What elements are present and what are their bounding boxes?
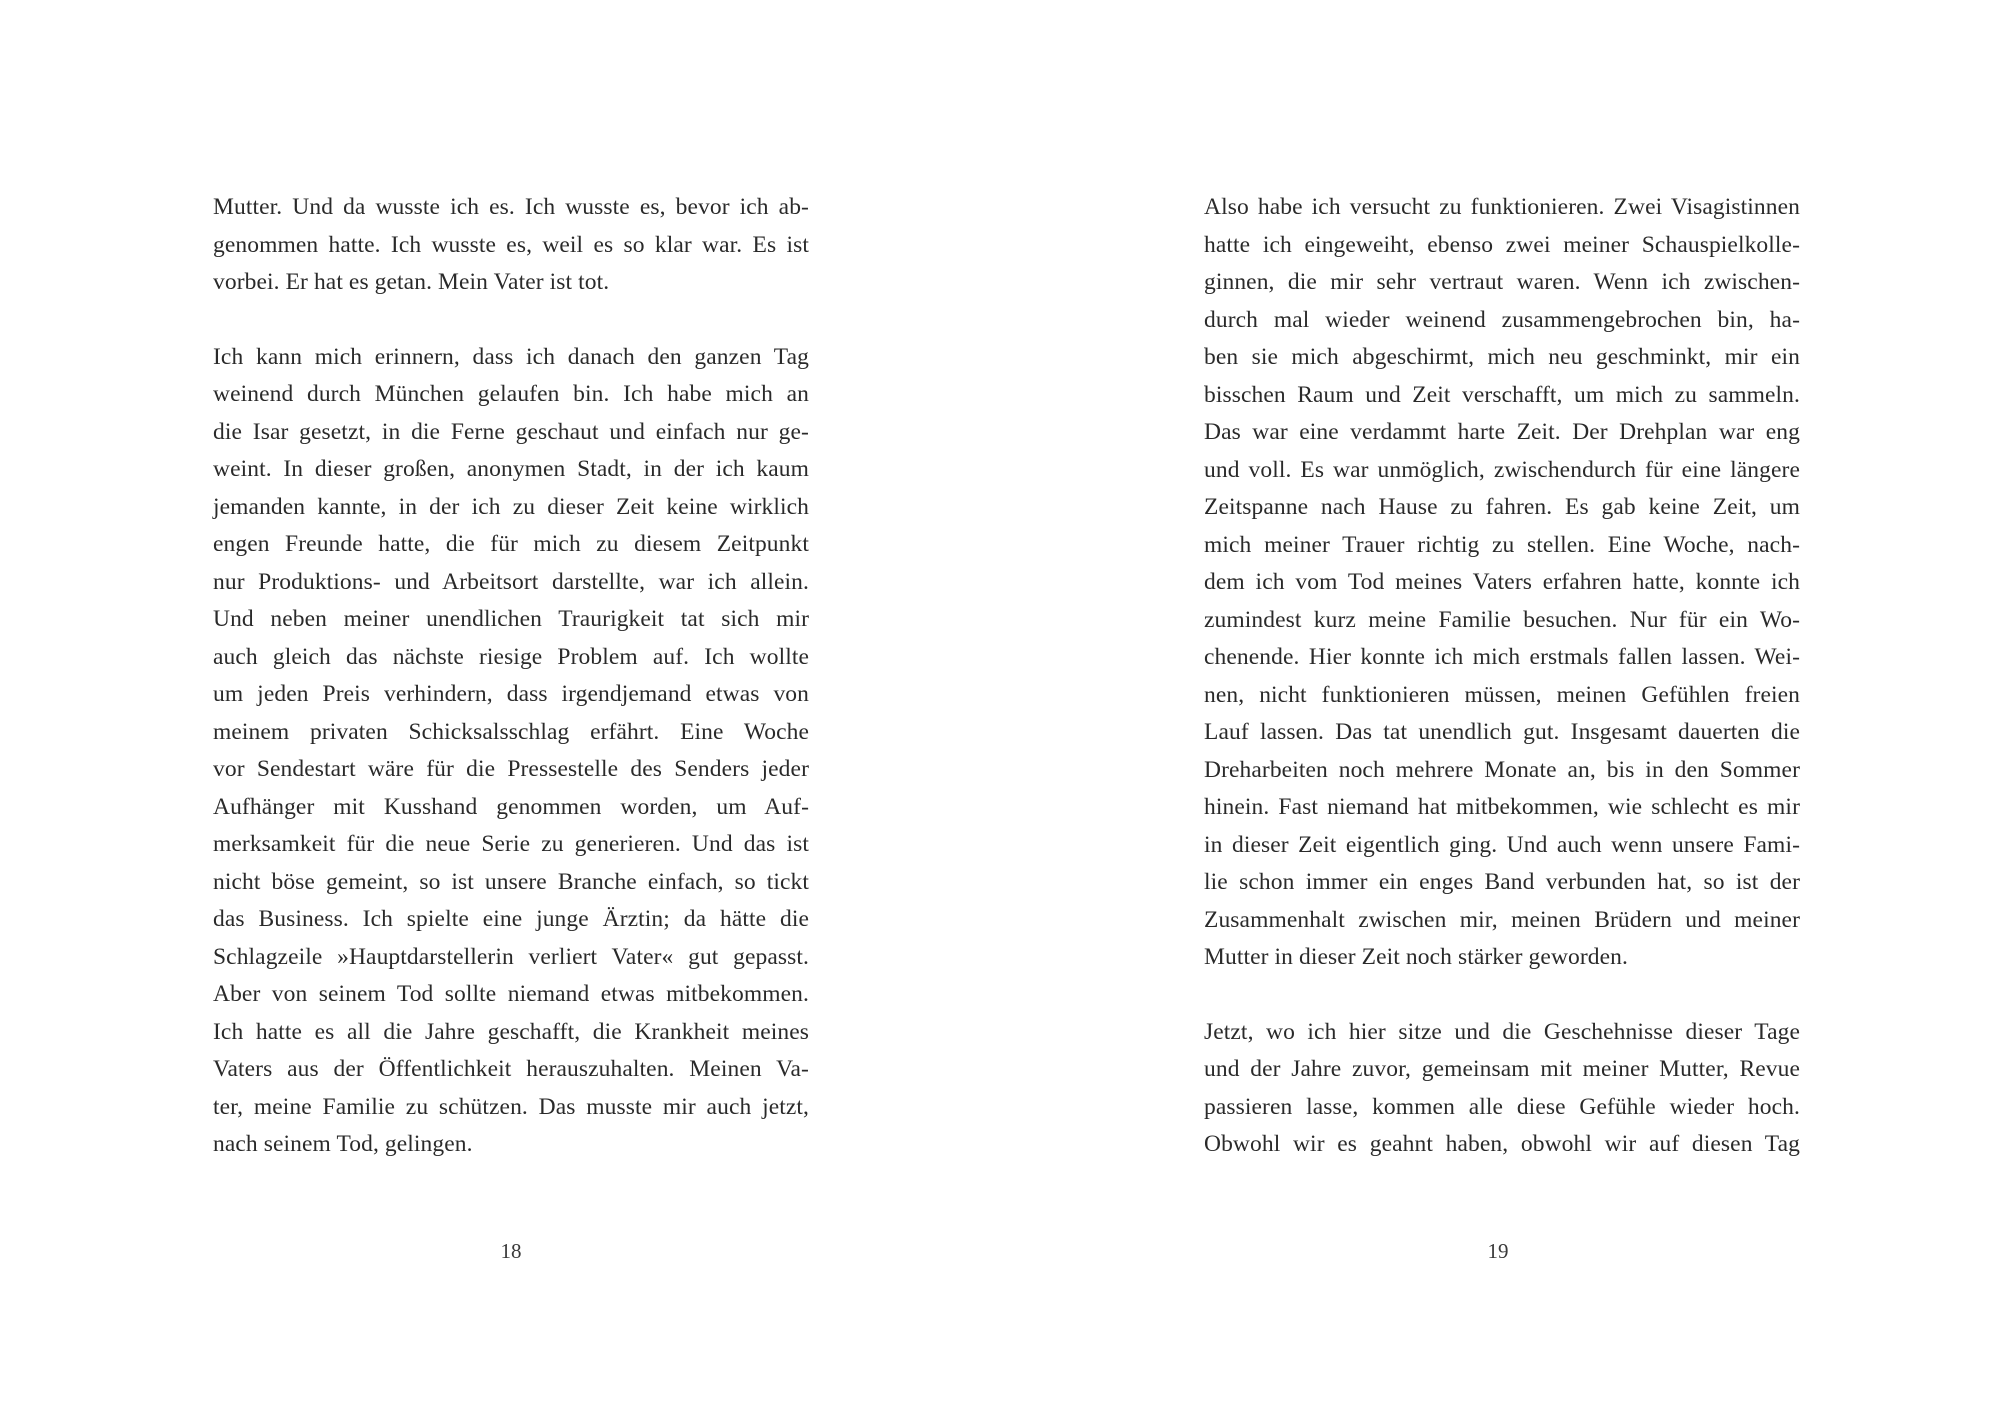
text-line: ter, meine Familie zu schützen. Das musste mir auch jetzt,: [213, 1093, 809, 1120]
text-line: hinein. Fast niemand hat mitbekommen, wie schlecht es mir: [1204, 794, 1800, 820]
text-line: lie schon immer ein enges Band verbunden hat, so ist der: [1204, 869, 1800, 895]
text-line: Ich kann mich erinnern, dass ich danach den ganzen Tag: [213, 343, 809, 370]
text-line: Aufhänger mit Kusshand genommen worden, um Auf-: [213, 793, 809, 820]
text-line: nur Produktions- und Arbeitsort darstellte, war ich allein.: [213, 568, 809, 595]
text-line: jemanden kannte, in der ich zu dieser Zeit keine wirklich: [213, 493, 809, 520]
text-line: zumindest kurz meine Familie besuchen. Nur für ein Wo-: [1204, 606, 1800, 633]
text-line: passieren lasse, kommen alle diese Gefühle wieder hoch.: [1204, 1093, 1800, 1120]
text-line: nicht böse gemeint, so ist unsere Branche einfach, so tickt: [213, 868, 809, 895]
text-line: Lauf lassen. Das tat unendlich gut. Insgesamt dauerten die: [1204, 719, 1800, 745]
page-number: 19: [1487, 1239, 1509, 1263]
text-line: die Isar gesetzt, in die Ferne geschaut und einfach nur ge-: [213, 418, 809, 445]
text-line: mich meiner Trauer richtig zu stellen. Eine Woche, nach-: [1204, 531, 1800, 558]
text-line: Jetzt, wo ich hier sitze und die Geschehnisse dieser Tage: [1204, 1018, 1800, 1045]
paragraph: [1204, 189, 1800, 977]
text-line: durch mal wieder weinend zusammengebrochen bin, ha-: [1204, 306, 1800, 333]
text-line: Obwohl wir es geahnt haben, obwohl wir auf diesen Tag: [1204, 1131, 1800, 1157]
paragraph: [213, 339, 809, 1164]
text-line: engen Freunde hatte, die für mich zu diesem Zeitpunkt: [213, 531, 809, 557]
text-line: Ich hatte es all die Jahre geschafft, die Krankheit meines: [213, 1018, 809, 1045]
text-line: vor Sendestart wäre für die Pressestelle des Senders jeder: [213, 756, 809, 782]
left-page-text: [213, 189, 809, 1164]
text-line: nach seinem Tod, gelingen.: [213, 1131, 473, 1157]
paragraph-gap: [213, 302, 809, 339]
text-line: bisschen Raum und Zeit verschafft, um mich zu sammeln.: [1204, 381, 1800, 408]
text-line: ginnen, die mir sehr vertraut waren. Wenn ich zwischen-: [1204, 269, 1800, 295]
page-number: 18: [500, 1239, 522, 1263]
text-line: vorbei. Er hat es getan. Mein Vater ist tot.: [213, 269, 610, 295]
text-line: auch gleich das nächste riesige Problem auf. Ich wollte: [213, 643, 809, 670]
text-line: genommen hatte. Ich wusste es, weil es so klar war. Es ist: [213, 231, 809, 258]
text-line: ben sie mich abgeschirmt, mich neu geschminkt, mir ein: [1204, 344, 1800, 370]
text-line: und der Jahre zuvor, gemeinsam mit meiner Mutter, Revue: [1204, 1056, 1800, 1082]
text-line: chenende. Hier konnte ich mich erstmals fallen lassen. Wei-: [1204, 644, 1800, 670]
text-line: meinem privaten Schicksalsschlag erfährt. Eine Woche: [213, 718, 809, 745]
text-line: Also habe ich versucht zu funktionieren. Zwei Visagistinnen: [1204, 194, 1800, 220]
text-line: Mutter. Und da wusste ich es. Ich wusste es, bevor ich ab-: [213, 194, 809, 220]
right-page-text: [1204, 189, 1800, 1164]
text-line: Mutter in dieser Zeit noch stärker geworden.: [1204, 944, 1628, 970]
text-line: merksamkeit für die neue Serie zu generieren. Und das ist: [213, 831, 809, 857]
text-line: Aber von seinem Tod sollte niemand etwas mitbekommen.: [213, 981, 809, 1007]
text-line: dem ich vom Tod meines Vaters erfahren hatte, konnte ich: [1204, 569, 1800, 595]
text-line: weinend durch München gelaufen bin. Ich habe mich an: [213, 381, 809, 407]
paragraph: [1204, 1014, 1800, 1164]
text-line: Schlagzeile »Hauptdarstellerin verliert Vater« gut gepasst.: [213, 943, 809, 970]
text-line: Vaters aus der Öffentlichkeit herauszuhalten. Meinen Va-: [213, 1056, 809, 1082]
text-line: Zeitspanne nach Hause zu fahren. Es gab keine Zeit, um: [1204, 494, 1800, 520]
right-page: [1000, 0, 2000, 1413]
text-line: um jeden Preis verhindern, dass irgendjemand etwas von: [213, 681, 809, 707]
text-line: und voll. Es war unmöglich, zwischendurch für eine längere: [1204, 456, 1800, 483]
text-line: Und neben meiner unendlichen Traurigkeit tat sich mir: [213, 606, 809, 632]
text-line: das Business. Ich spielte eine junge Ärztin; da hätte die: [213, 906, 809, 932]
text-line: hatte ich eingeweiht, ebenso zwei meiner Schauspielkolle-: [1204, 231, 1800, 258]
text-line: Dreharbeiten noch mehrere Monate an, bis in den Sommer: [1204, 756, 1800, 783]
text-line: in dieser Zeit eigentlich ging. Und auch wenn unsere Fami-: [1204, 831, 1800, 858]
text-line: Das war eine verdammt harte Zeit. Der Drehplan war eng: [1204, 419, 1800, 445]
text-line: Zusammenhalt zwischen mir, meinen Brüdern und meiner: [1204, 906, 1800, 933]
paragraph-gap: [1204, 977, 1800, 1014]
paragraph: [213, 189, 809, 302]
text-line: weint. In dieser großen, anonymen Stadt, in der ich kaum: [213, 456, 809, 482]
text-line: nen, nicht funktionieren müssen, meinen Gefühlen freien: [1204, 681, 1800, 708]
